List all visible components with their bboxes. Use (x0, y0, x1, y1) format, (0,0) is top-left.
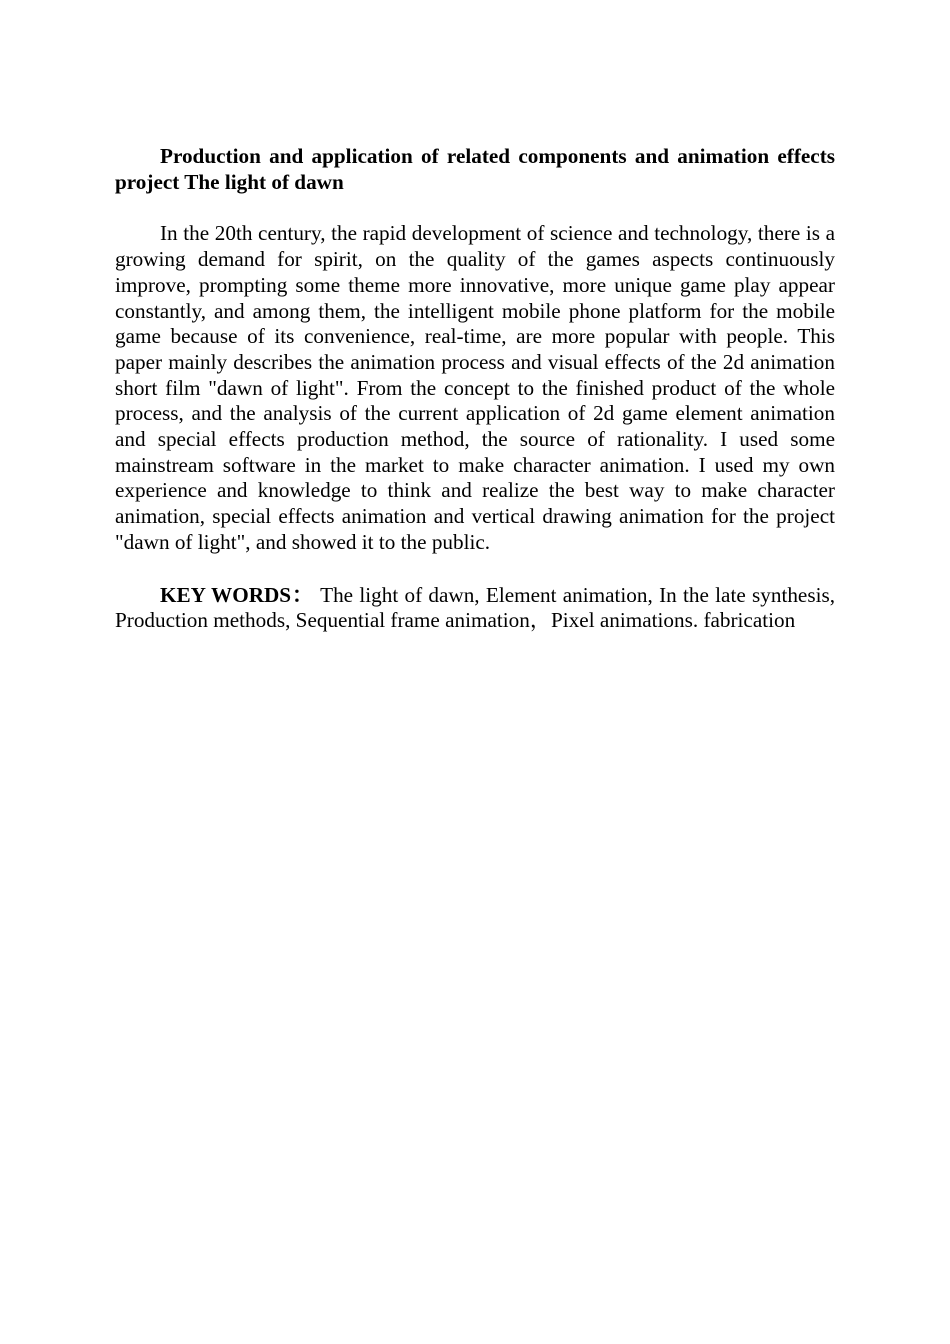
keywords-paragraph (115, 583, 835, 634)
keywords-text: The light of dawn, Element animation, In the late synthesis, Production methods, Sequential frame animation，Pixel animations. fabrication (115, 582, 836, 633)
document-title: Production and application of related components and animation effects project The light of dawn (115, 144, 835, 194)
abstract-section (115, 144, 835, 634)
abstract-paragraph: In the 20th century, the rapid development of science and technology, there is a growing demand for spirit, on the quality of the games aspects continuously improve, prompting some theme more innovative, more unique game play appear constantly, and among them, the intelligent mobile phone platform for the mobile game because of its convenience, real-time, are more popular with people. This paper mainly describes the animation process and visual effects of the 2d animation short film "dawn of light". From the concept to the finished product of the whole process, and the analysis of the current application of 2d game element animation and special effects production method, the source of rationality. I used some mainstream software in the market to make character animation. I used my own experience and knowledge to think and realize the best way to make character animation, special effects animation and vertical drawing animation for the project "dawn of light", and showed it to the public. (115, 221, 835, 554)
keywords-label: KEY WORDS： (160, 582, 315, 607)
